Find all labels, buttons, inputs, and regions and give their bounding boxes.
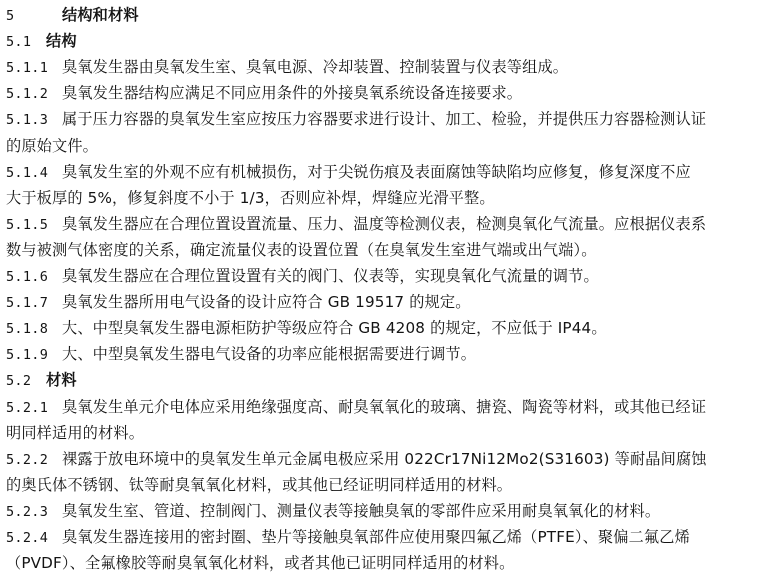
clause-line — [6, 212, 752, 236]
clause-text: 臭氧发生室的外观不应有机械损伤，对于尖锐伤痕及表面腐蚀等缺陷均应修复，修复深度不应 — [62, 162, 691, 181]
clause-text: 臭氧发生器结构应满足不同应用条件的外接臭氧系统设备连接要求。 — [62, 84, 523, 103]
clause-line — [6, 160, 752, 184]
clause-line — [6, 55, 752, 79]
clause-line — [6, 499, 752, 523]
heading-title: 结构和材料 — [62, 6, 139, 24]
clause-text: 臭氧发生器应在合理位置设置流量、压力、温度等检测仪表，检测臭氧化气流量。应根据仪表系 — [62, 214, 707, 233]
clause-number: 5.2.2 — [6, 451, 49, 468]
heading-title: 材料 — [46, 371, 77, 390]
clause-number: 5 — [6, 8, 15, 24]
clause-text: 大、中型臭氧发生器电源柜防护等级应符合 GB 4208 的规定，不应低于 IP44。 — [62, 319, 607, 338]
clause-line — [6, 525, 752, 549]
clause-number: 5.1.7 — [6, 295, 49, 312]
clause-number: 5.2.1 — [6, 399, 49, 416]
clause-text: 臭氧发生器应在合理位置设置有关的阀门、仪表等，实现臭氧化气流量的调节。 — [62, 267, 599, 285]
heading-title: 结构 — [46, 32, 77, 51]
section-heading — [6, 29, 752, 53]
clause-line — [6, 395, 752, 419]
clause-number: 5.1.3 — [6, 112, 49, 129]
clause-continuation-text: （PVDF）、全氟橡胶等耐臭氧氧化材料，或者其他已证明同样适用的材料。 — [6, 554, 515, 573]
clause-text: 臭氧发生室、管道、控制阀门、测量仪表等接触臭氧的零部件应采用耐臭氧氧化的材料。 — [62, 501, 661, 520]
clause-text: 臭氧发生器连接用的密封圈、垫片等接触臭氧部件应使用聚四氟乙烯（PTFE）、聚偏二氟乙烯 — [62, 528, 690, 546]
clause-continuation-line — [6, 421, 752, 445]
clause-line — [6, 342, 752, 366]
clause-line — [6, 81, 752, 105]
clause-number: 5.1.6 — [6, 269, 49, 285]
clause-text: 臭氧发生器由臭氧发生室、臭氧电源、冷却装置、控制装置与仪表等组成。 — [62, 58, 569, 77]
clause-text: 臭氧发生单元介电体应采用绝缘强度高、耐臭氧氧化的玻璃、搪瓷、陶瓷等材料，或其他已经证 — [62, 397, 707, 416]
clause-line — [6, 290, 752, 314]
clause-line — [6, 447, 752, 471]
clause-number: 5.1.4 — [6, 164, 49, 181]
clause-text: 裸露于放电环境中的臭氧发生单元金属电极应采用 022Cr17Ni12Mo2(S31603) 等耐晶间腐蚀 — [62, 449, 707, 468]
section-heading — [6, 368, 752, 392]
clause-continuation-line — [6, 186, 752, 210]
clause-text: 属于压力容器的臭氧发生室应按压力容器要求进行设计、加工、检验，并提供压力容器检测认证 — [62, 110, 707, 129]
clause-continuation-text: 的原始文件。 — [6, 136, 99, 155]
clause-continuation-line — [6, 134, 752, 158]
clause-continuation-line — [6, 551, 752, 575]
clause-number: 5.1.5 — [6, 216, 49, 233]
clause-continuation-text: 明同样适用的材料。 — [6, 423, 145, 442]
clause-number: 5.1.9 — [6, 347, 49, 364]
clause-number: 5.2.4 — [6, 530, 49, 546]
clause-number: 5.1.2 — [6, 86, 49, 103]
clause-line — [6, 316, 752, 340]
clause-continuation-text: 的奥氏体不锈钢、钛等耐臭氧氧化材料，或其他已经证明同样适用的材料。 — [6, 475, 513, 494]
clause-line — [6, 264, 752, 288]
clause-number: 5.1.1 — [6, 60, 49, 77]
clause-text: 臭氧发生器所用电气设备的设计应符合 GB 19517 的规定。 — [62, 293, 471, 312]
clause-continuation-text: 数与被测气体密度的关系，确定流量仪表的设置位置（在臭氧发生室进气端或出气端）。 — [6, 240, 597, 259]
clause-number: 5.2.3 — [6, 503, 49, 520]
clause-text: 大、中型臭氧发生器电气设备的功率应能根据需要进行调节。 — [62, 345, 477, 364]
clause-number: 5.1 — [6, 34, 32, 51]
clause-continuation-text: 大于板厚的 5%，修复斜度不小于 1/3，否则应补焊，焊缝应光滑平整。 — [6, 188, 495, 207]
clause-number: 5.1.8 — [6, 321, 49, 338]
clause-continuation-line — [6, 238, 752, 262]
clause-continuation-line — [6, 473, 752, 497]
clause-number: 5.2 — [6, 373, 32, 390]
clause-line — [6, 107, 752, 131]
chapter-heading — [6, 3, 752, 27]
